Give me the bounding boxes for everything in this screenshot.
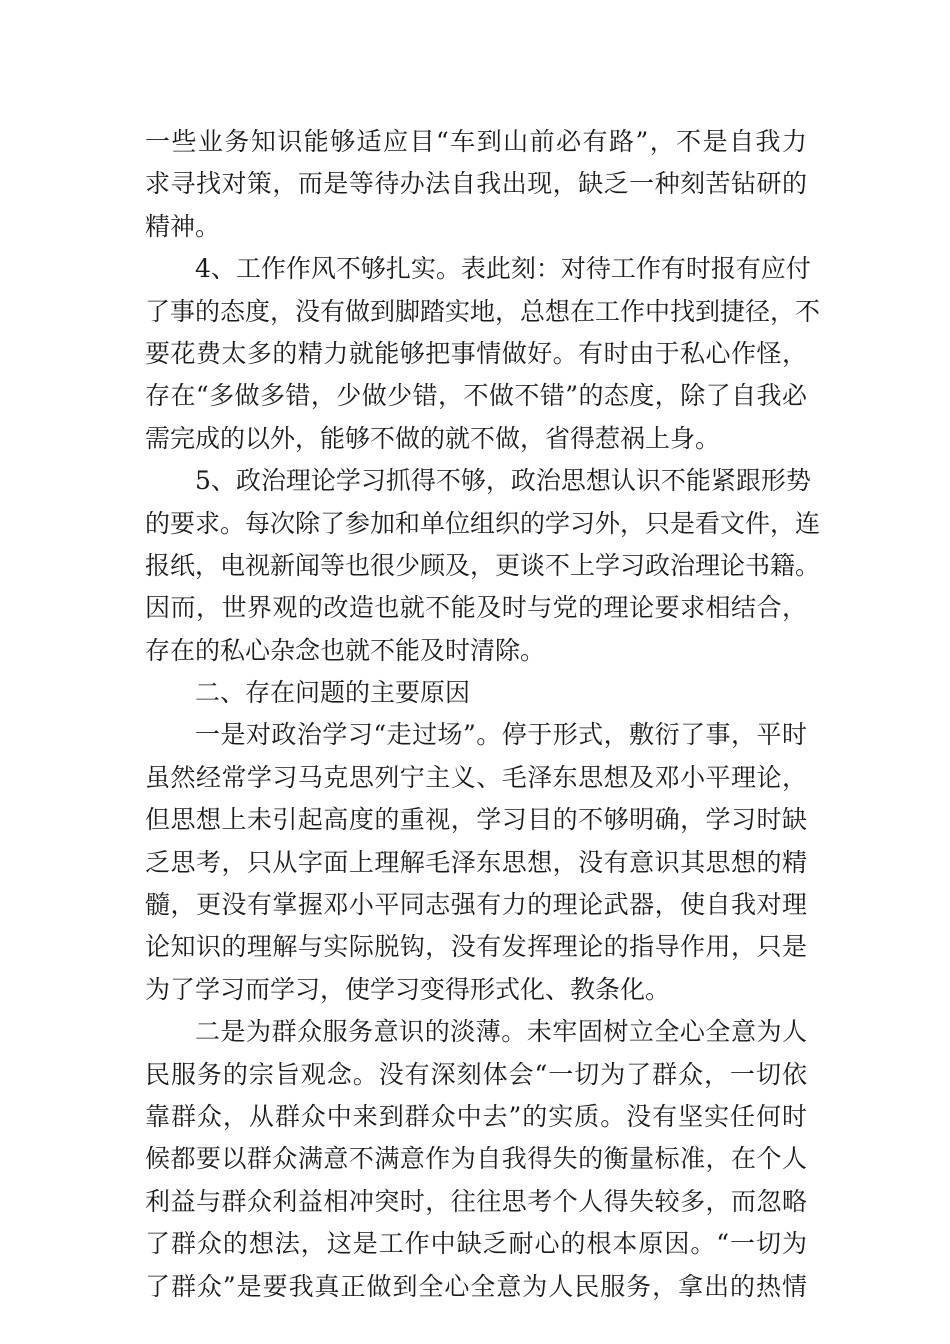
- text-line: 的要求。每次除了参加和单位组织的学习外，只是看文件，连: [145, 508, 821, 538]
- text-line: 要花费太多的精力就能够把事情做好。有时由于私心作怪，: [145, 338, 807, 368]
- text-line: 5、政治理论学习抓得不够，政治思想认识不能紧跟形势: [195, 466, 811, 496]
- text-line: 了群众的想法，这是工作中缺乏耐心的根本原因。“一切为: [145, 1229, 807, 1259]
- text-line: 存在的私心杂念也就不能及时清除。: [145, 635, 546, 665]
- text-line: 精神。: [145, 211, 221, 241]
- text-line: 但思想上未引起高度的重视，学习目的不够明确，学习时缺: [145, 805, 807, 835]
- text-line: 一是对政治学习“走过场”。停于形式，敷衍了事，平时: [195, 720, 807, 750]
- text-line: 民服务的宗旨观念。没有深刻体会“一切为了群众，一切依: [145, 1059, 807, 1089]
- text-line: 一些业务知识能够适应目“车到山前必有路”，不是自我力: [145, 127, 807, 156]
- text-line: 存在“多做多错，少做少错，不做不错”的态度，除了自我必: [145, 381, 807, 411]
- text-line: 髓，更没有掌握邓小平同志强有力的理论武器，使自我对理: [145, 890, 807, 920]
- text-line: 靠群众，从群众中来到群众中去”的实质。没有坚实任何时: [145, 1101, 807, 1131]
- text-line: 了事的态度，没有做到脚踏实地，总想在工作中找到捷径，不: [145, 296, 821, 326]
- text-line: 为了学习而学习，使学习变得形式化、教条化。: [145, 974, 671, 1004]
- text-line: 论知识的理解与实际脱钩，没有发挥理论的指导作用，只是: [145, 932, 807, 962]
- text-line: 4、工作作风不够扎实。表此刻：对待工作有时报有应付: [195, 254, 811, 284]
- text-line: 需完成的以外，能够不做的就不做，省得惹祸上身。: [145, 423, 721, 453]
- text-line: 二是为群众服务意识的淡薄。未牢固树立全心全意为人: [195, 1017, 807, 1047]
- text-line: 候都要以群众满意不满意作为自我得失的衡量标准，在个人: [145, 1144, 807, 1174]
- text-line: 乏思考，只从字面上理解毛泽东思想，没有意识其思想的精: [145, 847, 807, 877]
- text-line: 报纸，电视新闻等也很少顾及，更谈不上学习政治理论书籍。: [145, 550, 821, 580]
- document-body: [145, 121, 821, 1308]
- section-heading: 二、存在问题的主要原因: [195, 678, 471, 708]
- text-line: 了群众”是要我真正做到全心全意为人民服务，拿出的热情: [145, 1271, 807, 1301]
- text-line: 求寻找对策，而是等待办法自我出现，缺乏一种刻苦钻研的: [145, 169, 807, 199]
- text-line: 因而，世界观的改造也就不能及时与党的理论要求相结合，: [145, 593, 807, 623]
- text-line: 利益与群众利益相冲突时，往往思考个人得失较多，而忽略: [145, 1186, 807, 1216]
- text-line: 虽然经常学习马克思列宁主义、毛泽东思想及邓小平理论，: [145, 762, 807, 792]
